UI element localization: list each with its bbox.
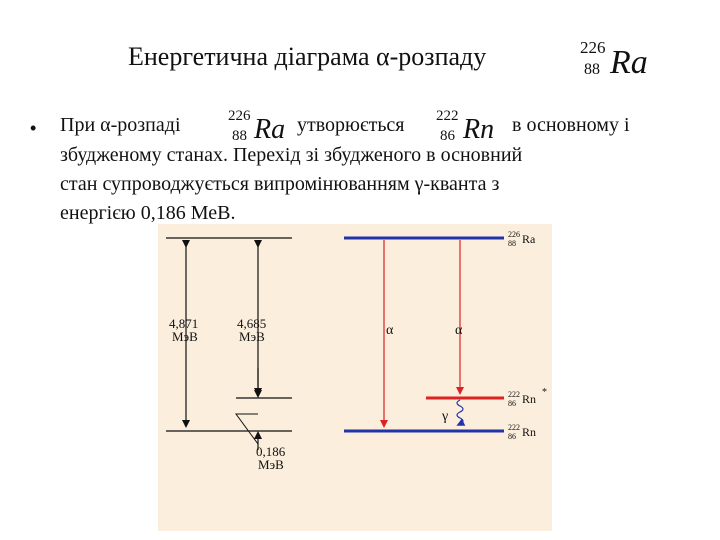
energy-label-4871-value: 4,871 — [169, 316, 199, 331]
para-line3: стан супроводжується випромінюванням γ-кванта з — [60, 173, 500, 195]
level-rn-ground-symbol: Rn — [522, 425, 537, 439]
energy-label-186-unit: МэВ — [258, 457, 284, 472]
para-nuclide-ra-mass: 226 — [228, 108, 251, 124]
alpha-label-left: α — [386, 323, 394, 338]
level-ra-mass: 226 — [508, 230, 520, 239]
para-nuclide-ra-symbol: Ra — [254, 114, 286, 145]
level-ra-symbol: Ra — [522, 232, 536, 246]
level-rn-excited-symbol: Rn — [522, 392, 537, 406]
energy-label-4871-unit: МэВ — [172, 329, 198, 344]
para-nuclide-rn-mass: 222 — [436, 108, 459, 124]
level-rn-excited-mark: * — [542, 387, 547, 398]
para-part1: При α-розпаді — [60, 114, 181, 136]
para-nuclide-rn — [436, 108, 506, 148]
title-nuclide-mass: 226 — [580, 38, 606, 57]
level-ra-charge: 88 — [508, 239, 516, 248]
slide-title: Енергетична діаграма α-розпаду — [128, 42, 487, 71]
level-rn-excited-charge: 86 — [508, 399, 516, 408]
bullet-marker: • — [30, 118, 37, 138]
gamma-wave-arrow — [457, 400, 463, 424]
para-part2: утворюється — [297, 114, 405, 136]
para-nuclide-rn-charge: 86 — [440, 128, 455, 144]
level-rn-excited-mass: 222 — [508, 390, 520, 399]
para-nuclide-ra-charge: 88 — [232, 128, 247, 144]
alpha-label-right: α — [455, 323, 463, 338]
energy-diagram-svg — [158, 224, 552, 531]
title-nuclide-ra — [580, 38, 660, 82]
energy-label-4685-value: 4,685 — [237, 316, 267, 331]
energy-label-4685-unit: МэВ — [239, 329, 265, 344]
energy-diagram — [158, 224, 552, 531]
para-nuclide-rn-symbol: Rn — [463, 114, 495, 145]
gamma-label: γ — [442, 409, 449, 424]
title-nuclide-charge: 88 — [584, 61, 600, 78]
para-nuclide-ra — [228, 108, 298, 148]
para-line4: енергією 0,186 МеВ. — [60, 202, 236, 224]
label-pointer-186 — [236, 414, 258, 444]
para-line2: збудженому станах. Перехід зі збудженого в основний — [60, 144, 523, 166]
para-part3: в основному і — [512, 114, 630, 136]
level-rn-ground-charge: 86 — [508, 432, 516, 441]
energy-label-186-value: 0,186 — [256, 444, 286, 459]
title-nuclide-symbol: Ra — [610, 44, 648, 81]
level-rn-ground-mass: 222 — [508, 423, 520, 432]
